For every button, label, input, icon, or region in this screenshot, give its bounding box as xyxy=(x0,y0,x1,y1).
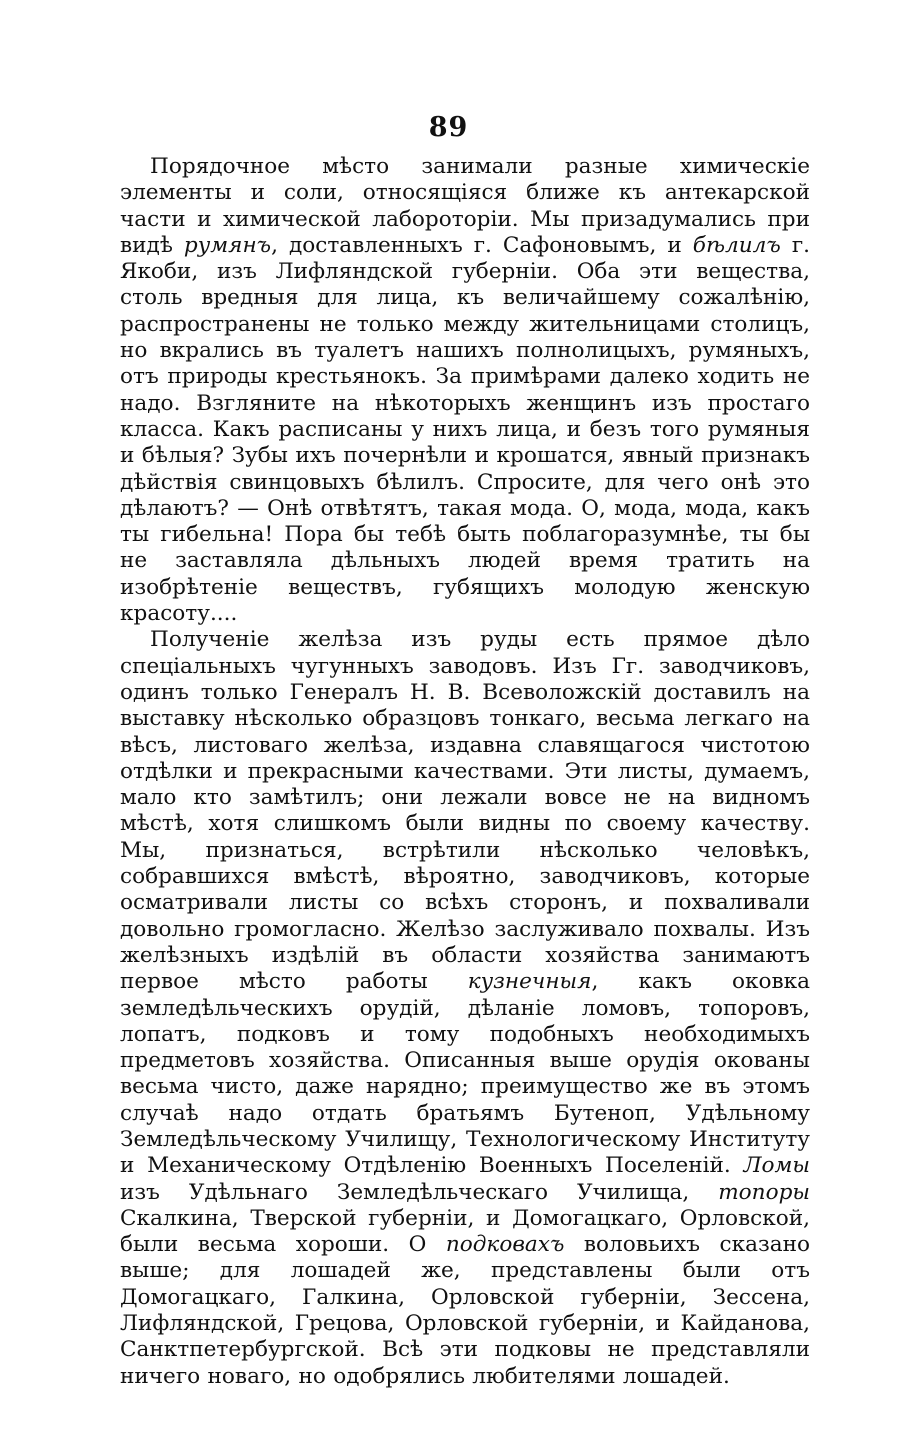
paragraph-iron xyxy=(120,627,810,1390)
page-number: 89 xyxy=(428,112,469,143)
italic-term: Ломы xyxy=(743,1153,810,1179)
italic-term: подковахъ xyxy=(445,1232,565,1258)
italic-term: бѣлилъ xyxy=(692,232,781,258)
text-segment: Порядочное мѣсто занимали разные химическіе элементы и соли, относящіяся ближе къ антекарской части и химической лабороторіи. Мы призадумались при видѣ xyxy=(120,154,810,258)
text-segment: г. Якоби, изъ Лифляндской губерніи. Оба эти вещества, столь вредныя для лица, къ величайшему сожалѣнію, распространены не только между жительницами столицъ, но вкрались въ туалетъ нашихъ полнолицыхъ, румяныхъ, отъ природы крестьянокъ. За примѣрами далеко ходить не надо. Взгляните на нѣкоторыхъ женщинъ изъ простаго класса. Какъ расписаны у нихъ лица, и безъ того румяныя и бѣлыя? Зубы ихъ почернѣли и крошатся, явный признакъ дѣйствія свинцовыхъ бѣлилъ. Спросите, для чего онѣ это дѣлаютъ? — Онѣ отвѣтятъ, такая мода. О, мода, мода, какъ ты гибельна! Пора бы тебѣ быть поблагоразумнѣе, ты бы не заставляла дѣльныхъ людей время тратить на изобрѣтеніе веществъ, губящихъ молодую женскую красоту.... xyxy=(120,232,810,627)
text-segment: Скалкина, Тверской губерніи, и Домогацкаго, Орловской, были весьма хороши. О xyxy=(120,1205,810,1258)
text-segment: воловьихъ сказано выше; для лошадей же, представлены были отъ Домогацкаго, Галкина, Орловской губерніи, Зессена, Лифляндской, Грецова, Орловской губерніи, и Кайданова, Санктпетербургской. Всѣ эти подковы не представляли ничего новаго, но одобрялись любителями лошадей. xyxy=(120,1232,810,1389)
italic-term: румянъ xyxy=(183,232,272,258)
italic-term: топоры xyxy=(718,1179,810,1205)
italic-term: кузнечныя xyxy=(467,969,592,995)
text-segment: , какъ оковка земледѣльческихъ орудій, дѣланіе ломовъ, топоровъ, лопатъ, подковъ и тому подобныхъ необходимыхъ предметовъ хозяйства. Описанныя выше орудія окованы весьма чисто, даже нарядно; преимущество же въ этомъ случаѣ надо отдать братьямъ Бутеноп, Удѣльному Земледѣльческому Училищу, Технологическому Институту и Механическому Отдѣленію Военныхъ Поселеній. xyxy=(120,969,810,1179)
text-segment: Полученіе желѣза изъ руды есть прямое дѣло спеціальныхъ чугунныхъ заводовъ. Изъ Гг. заводчиковъ, одинъ только Генералъ Н. В. Всеволожскій доставилъ на выставку нѣсколько образцовъ тонкаго, весьма легкаго на вѣсъ, листоваго желѣза, издавна славящагося чистотою отдѣлки и прекрасными качествами. Эти листы, думаемъ, мало кто замѣтилъ; они лежали вовсе не на видномъ мѣстѣ, хотя слишкомъ были видны по своему качеству. Мы, признаться, встрѣтили нѣсколько человѣкъ, собравшихся вмѣстѣ, вѣроятно, заводчиковъ, которые осматривали листы со всѣхъ сторонъ, и похваливали довольно громогласно. Желѣзо заслуживало похвалы. Изъ желѣзныхъ издѣлій въ области хозяйства занимаютъ первое мѣсто работы xyxy=(120,627,810,995)
text-segment: , доставленныхъ г. Сафоновымъ, и xyxy=(271,232,693,258)
body-text xyxy=(120,154,810,1390)
paragraph-cosmetics xyxy=(120,154,810,627)
text-segment: изъ Удѣльнаго Земледѣльческаго Училища, xyxy=(120,1179,719,1205)
